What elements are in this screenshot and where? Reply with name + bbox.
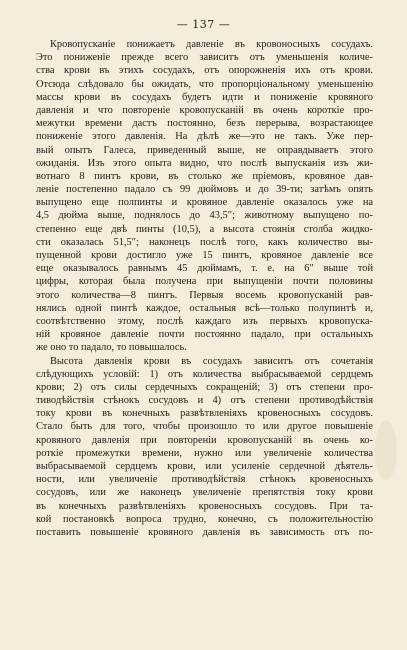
text-line: пущенной крови достигло уже 15 пинтъ, кровяное давленіе все: [36, 250, 373, 261]
text-line: 4,5 дюйма выше, поднялось до 43,5″; животному выпущено по-: [36, 210, 373, 222]
text-line: леніе постепенно падало съ 99 дюймовъ и до 39-ти; затѣмъ опять: [36, 184, 373, 196]
text-line: выпущено еще полпинты и кровяное давленіе оказалось уже на: [36, 197, 373, 209]
text-line: степенно еще двѣ пинты (10,5), а высота стоянія столба жидко-: [36, 223, 373, 235]
text-line: Кровопусканіе понижаетъ давленіе въ кровоносныхъ сосудахъ.: [50, 39, 373, 50]
text-line: пониженіе этого давленія. На дѣлѣ же—это не такъ. Уже пер-: [36, 131, 373, 143]
text-line: Высота давленія крови въ сосудахъ зависитъ отъ сочетанія: [50, 355, 373, 367]
text-line: ности, или увеличеніе противодѣйствія стѣнокъ кровеносныхъ: [36, 474, 373, 486]
text-line: роткіе промежутки времени, нужно или увеличеніе количества: [36, 447, 373, 459]
text-line: вый опытъ Галеса, приведенный выше, не оправдываетъ этого: [36, 144, 373, 156]
text-line: соотвѣтственно этому, послѣ каждаго изъ первыхъ кровопуска-: [36, 315, 373, 327]
text-line: выбрасываемой сердцемъ крови, или усиленіе сердечной дѣятель-: [36, 461, 373, 472]
body-text: [36, 38, 373, 539]
text-line: нялись одной пинтѣ каждое, остальныя всѣ—только полупинтѣ и,: [36, 302, 373, 314]
text-line: току крови въ конечныхъ развѣтвленіяхъ кровеносныхъ сосудовъ.: [36, 408, 373, 420]
paper-stain: [375, 420, 397, 480]
text-line: Это пониженіе прежде всего зависитъ отъ уменьшенія количе-: [36, 52, 373, 64]
text-line: слѣдующихъ условій: 1) отъ количества выбрасываемой сердцемъ: [36, 368, 373, 380]
text-line: ожиданія. Изъ этого опыта видно, что послѣ выпусканія изъ жи-: [36, 157, 373, 169]
text-line: крови; 2) отъ силы сердечныхъ сокращеній; 3) отъ степени про-: [36, 381, 373, 393]
text-line: поставить повышеніе кровяного давленія въ зависимость отъ по-: [36, 526, 373, 538]
text-line: межутки времени дастъ постоянно, безъ перерыва, возрастающее: [36, 118, 373, 130]
text-line: ній кровяное давленіе почти постоянно падало, при остальныхъ: [36, 329, 373, 341]
text-line: этого количества—8 пинтъ. Первыя восемь кровопусканій рав-: [36, 289, 373, 301]
text-line: въ конечныхъ развѣтвленіяхъ кровеносныхъ сосудовъ. При та-: [36, 500, 373, 512]
text-line: Стало быть для того, чтобы произошло то или другое повышеніе: [36, 421, 373, 433]
text-line: же оно то падало, то повышалось.: [36, 342, 187, 354]
text-line: давленія и что повтореніе кровопусканій въ очень короткіе про-: [36, 104, 373, 116]
text-line: вотнаго 8 пинтъ крови, въ столько же пріемовъ, кровяное дав-: [36, 170, 373, 182]
text-line: массы крови въ сосудахъ будетъ идти и пониженіе кровяного: [36, 91, 373, 103]
text-line: ства крови въ этихъ сосудахъ, отъ опорожненія ихъ отъ крови.: [36, 65, 373, 77]
text-line: сти оказалась 51,5″; наконецъ послѣ того, какъ количество вы-: [36, 236, 373, 248]
text-line: сосудовъ, или же наконецъ увеличеніе препятствія току крови: [36, 487, 373, 499]
text-line: Отсюда слѣдовало бы ожидать, что пропорціональному уменьшенію: [36, 78, 373, 90]
text-line: тиводѣйствія стѣнокъ сосудовъ и 4) отъ степени противодѣйствія: [36, 395, 373, 407]
text-line: кровяного давленія при повтореніи кровопусканій въ очень ко-: [36, 434, 373, 446]
text-line: цифры, которая была получена при выпущеніи почти половины: [36, 276, 373, 288]
text-line: кой постановкѣ вопроса трудно, конечно, съ положительностію: [36, 513, 373, 525]
text-line: еще оказывалось равнымъ 45 дюймамъ, т. е. на 6″ выше той: [36, 263, 373, 275]
page-number: — 137 —: [176, 18, 231, 31]
